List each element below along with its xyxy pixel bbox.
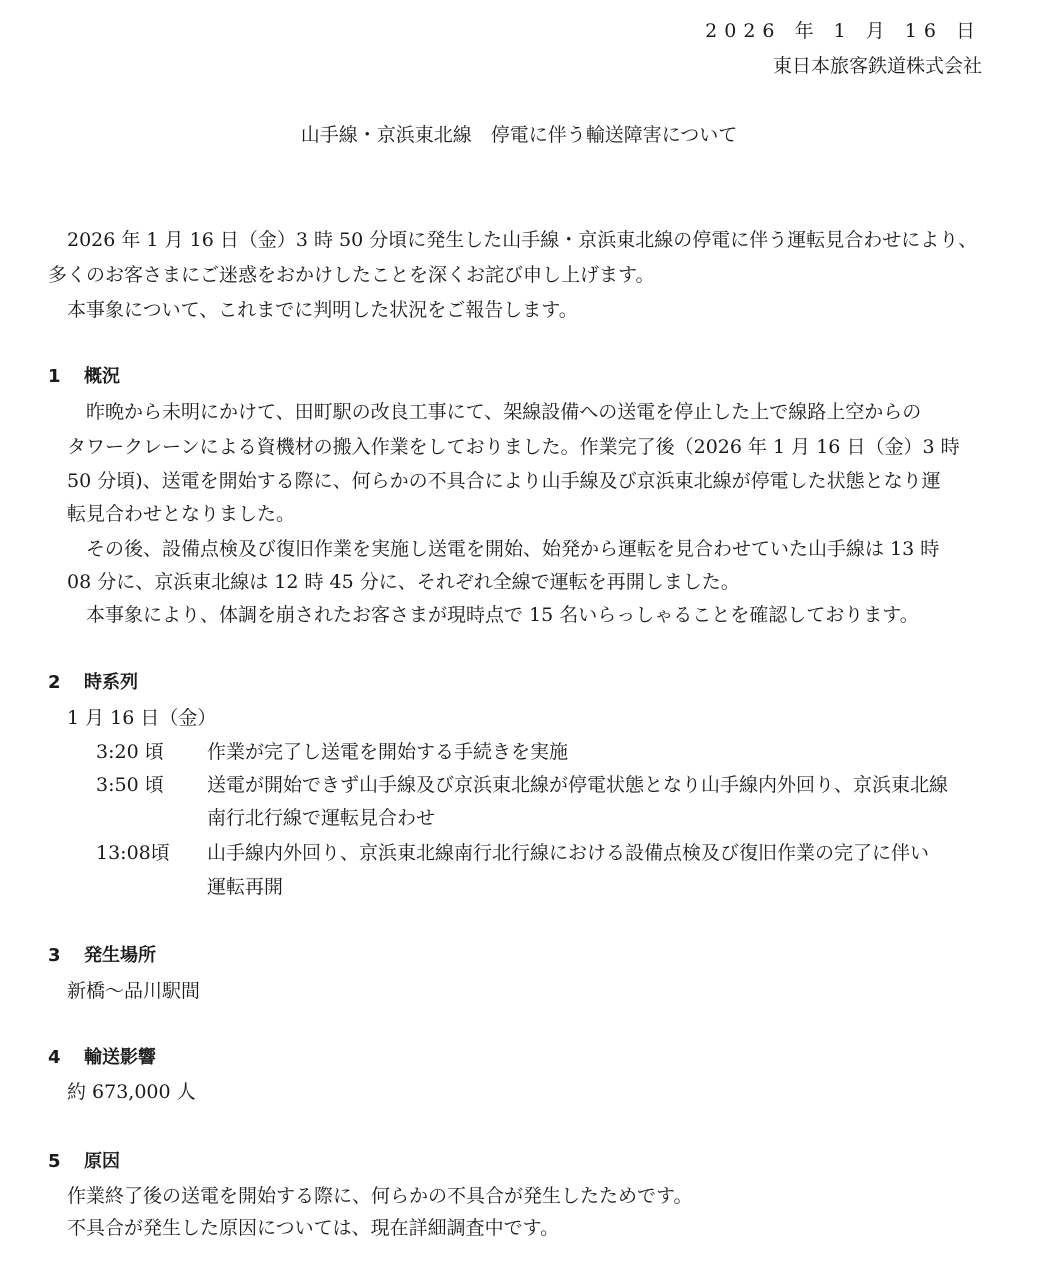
timeline-desc: 作業が完了し送電を開始する手続きを実施: [207, 741, 569, 763]
overview-line-7: 本事象により、体調を崩されたお客さまが現時点で 15 名いらっしゃることを確認しております。: [86, 604, 919, 626]
section-number: 4: [48, 1047, 61, 1068]
section-title: 発生場所: [84, 945, 156, 966]
section-1-heading: [48, 362, 120, 388]
location-text: 新橋～品川駅間: [67, 980, 201, 1002]
section-5-heading: [48, 1147, 120, 1173]
section-number: 1: [48, 366, 61, 387]
section-number: 2: [48, 672, 61, 693]
overview-line-1: 昨晩から未明にかけて、田町駅の改良工事にて、架線設備への送電を停止した上で線路上空からの: [86, 401, 922, 423]
section-title: 概況: [84, 366, 120, 387]
intro-line-2: 多くのお客さまにご迷惑をおかけしたことを深くお詫び申し上げます。: [48, 264, 655, 286]
section-3-heading: [48, 941, 156, 967]
overview-line-5: その後、設備点検及び復旧作業を実施し送電を開始、始発から運転を見合わせていた山手線は 13 時: [86, 538, 940, 560]
overview-line-3: 50 分頃)、送電を開始する際に、何らかの不具合により山手線及び京浜東北線が停電した状態となり運: [67, 470, 941, 492]
timeline-desc: 山手線内外回り、京浜東北線南行北行線における設備点検及び復旧作業の完了に伴い: [207, 842, 930, 864]
section-2-heading: [48, 668, 138, 694]
release-date: 2026 年 1 月 16 日: [705, 20, 982, 42]
company-name: 東日本旅客鉄道株式会社: [772, 55, 982, 77]
section-title: 輸送影響: [84, 1047, 156, 1068]
impact-text: 約 673,000 人: [67, 1081, 196, 1103]
section-number: 3: [48, 945, 61, 966]
cause-line-2: 不具合が発生した原因については、現在詳細調査中です。: [67, 1217, 560, 1239]
intro-line-3: 本事象について、これまでに判明した状況をご報告します。: [67, 299, 578, 321]
section-title: 原因: [84, 1151, 120, 1172]
timeline-time: 3:50 頃: [96, 774, 164, 796]
timeline-desc: 送電が開始できず山手線及び京浜東北線が停電状態となり山手線内外回り、京浜東北線: [207, 774, 949, 796]
timeline-desc-cont: 南行北行線で運転見合わせ: [207, 807, 436, 829]
cause-line-1: 作業終了後の送電を開始する際に、何らかの不具合が発生したためです。: [67, 1185, 693, 1207]
timeline-date: 1 月 16 日（金）: [67, 707, 217, 729]
document-title: 山手線・京浜東北線 停電に伴う輸送障害について: [300, 124, 738, 146]
intro-line-1: 2026 年 1 月 16 日（金）3 時 50 分頃に発生した山手線・京浜東北線の停電に伴う運転見合わせにより、: [67, 229, 978, 251]
section-4-heading: [48, 1043, 156, 1069]
overview-line-4: 転見合わせとなりました。: [67, 503, 296, 525]
timeline-time: 3:20 頃: [96, 741, 164, 763]
section-number: 5: [48, 1151, 61, 1172]
overview-line-2: タワークレーンによる資機材の搬入作業をしておりました。作業完了後（2026 年 1 月 16 日（金）3 時: [67, 436, 960, 458]
timeline-time: 13:08頃: [96, 842, 170, 864]
section-title: 時系列: [84, 672, 138, 693]
timeline-desc-cont: 運転再開: [207, 876, 284, 898]
overview-line-6: 08 分に、京浜東北線は 12 時 45 分に、それぞれ全線で運転を再開しました。: [67, 571, 740, 593]
